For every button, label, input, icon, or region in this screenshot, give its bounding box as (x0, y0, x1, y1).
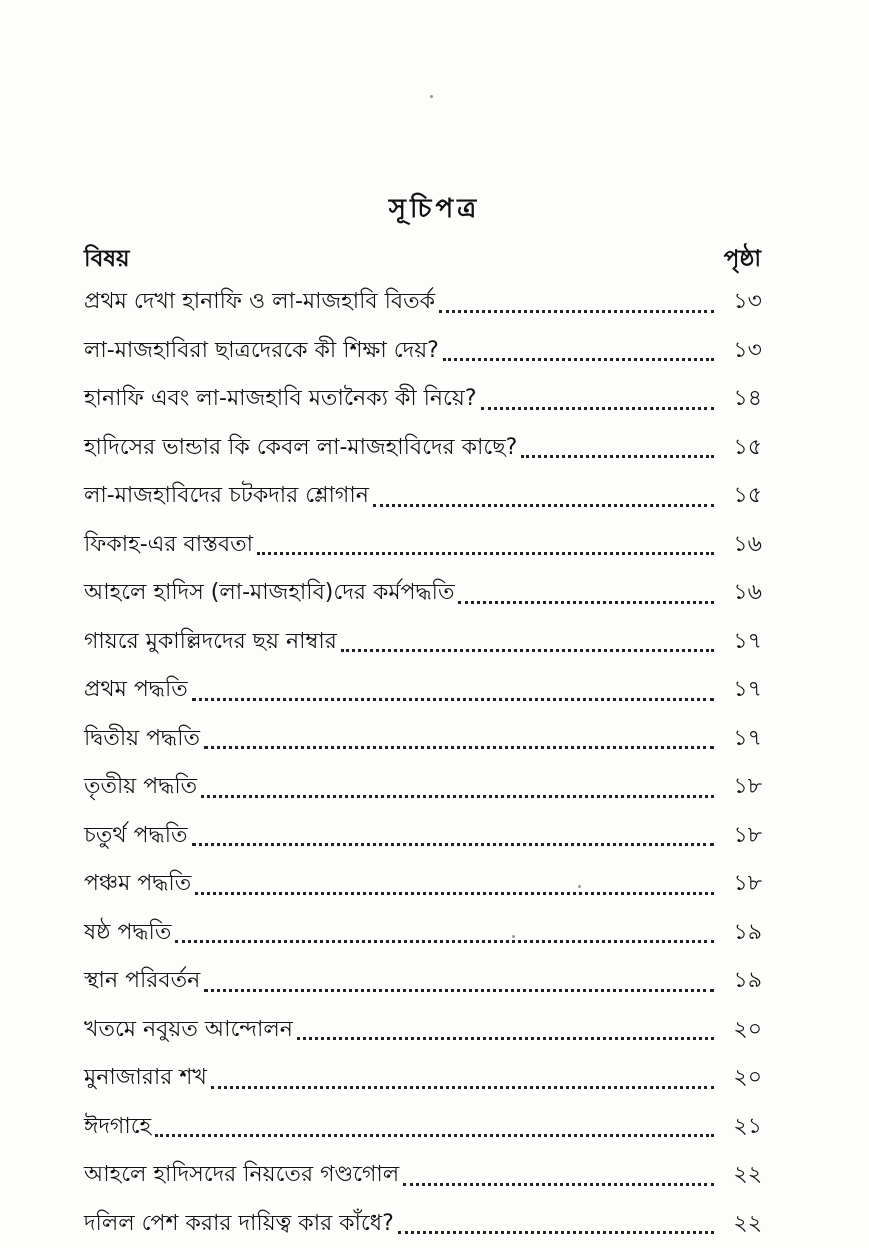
toc-entry-title: পঞ্চম পদ্ধতি (84, 860, 191, 909)
dot-leader (175, 938, 714, 943)
toc-entry-page: ২২ (722, 1151, 762, 1200)
toc-entry-title: লা-মাজহাবিদের চটকদার শ্লোগান (84, 472, 369, 521)
subject-column-header: বিষয় (84, 240, 130, 279)
toc-entry (84, 666, 762, 715)
toc-entry (84, 472, 762, 521)
toc-entry-title: ফিকাহ-এর বাস্তবতা (84, 521, 253, 570)
toc-entry-page: ১৯ (722, 909, 762, 958)
toc-entry (84, 1151, 762, 1200)
toc-entry (84, 909, 762, 958)
toc-entry-title: স্থান পরিবর্তন (84, 957, 200, 1006)
toc-entry-title: গায়রে মুকাল্লিদদের ছয় নাম্বার (84, 618, 337, 667)
toc-entry (84, 327, 762, 376)
dot-leader (204, 744, 714, 749)
toc-entry-page: ১৬ (722, 569, 762, 618)
toc-entry (84, 1054, 762, 1103)
dot-leader (211, 1084, 714, 1089)
toc-entry-page: ১৩ (722, 327, 762, 376)
toc-entry (84, 1006, 762, 1055)
toc-entry-title: লা-মাজহাবিরা ছাত্রদেরকে কী শিক্ষা দেয়? (84, 327, 439, 376)
toc-entry-title: প্রথম পদ্ধতি (84, 666, 188, 715)
toc-entry-title: খতমে নবুয়ত আন্দোলন (84, 1006, 293, 1055)
toc-entry-title: হাদিসের ভান্ডার কি কেবল লা-মাজহাবিদের কাছে? (84, 424, 517, 473)
toc-entry (84, 763, 762, 812)
toc-entry (84, 957, 762, 1006)
dot-leader (257, 550, 714, 555)
dot-leader (458, 599, 714, 604)
table-of-contents (84, 278, 762, 1248)
dot-leader (297, 1035, 714, 1040)
toc-entry-page: ২০ (722, 1006, 762, 1055)
dot-leader (155, 1132, 714, 1137)
toc-entry (84, 618, 762, 667)
toc-entry-page: ১৮ (722, 763, 762, 812)
dot-leader (341, 647, 714, 652)
toc-entry (84, 424, 762, 473)
toc-entry (84, 1200, 762, 1248)
toc-entry (84, 860, 762, 909)
toc-entry-title: আহলে হাদিস (লা-মাজহাবি)দের কর্মপদ্ধতি (84, 569, 454, 618)
toc-entry (84, 1103, 762, 1152)
dot-leader (373, 502, 714, 507)
toc-entry (84, 521, 762, 570)
dot-leader (439, 308, 714, 313)
toc-entry-page: ১৮ (722, 812, 762, 861)
toc-entry-page: ১৬ (722, 521, 762, 570)
dot-leader (403, 1181, 714, 1186)
toc-entry-title: ষষ্ঠ পদ্ধতি (84, 909, 171, 958)
toc-entry-title: দলিল পেশ করার দায়িত্ব কার কাঁধে? (84, 1200, 394, 1248)
toc-entry-page: ১৩ (722, 278, 762, 327)
toc-entry (84, 375, 762, 424)
dot-leader (192, 841, 715, 846)
toc-entry-title: তৃতীয় পদ্ধতি (84, 763, 197, 812)
toc-entry-page: ১৯ (722, 957, 762, 1006)
toc-entry (84, 278, 762, 327)
toc-entry-title: হানাফি এবং লা-মাজহাবি মতানৈক্য কী নিয়ে? (84, 375, 477, 424)
toc-entry-title: দ্বিতীয় পদ্ধতি (84, 715, 200, 764)
paper-speck (430, 95, 433, 98)
toc-entry-page: ২১ (722, 1103, 762, 1152)
toc-entry (84, 715, 762, 764)
toc-entry-title: চতুর্থ পদ্ধতি (84, 812, 188, 861)
toc-entry (84, 812, 762, 861)
dot-leader (521, 453, 714, 458)
toc-entry-title: প্রথম দেখা হানাফি ও লা-মাজহাবি বিতর্ক (84, 278, 435, 327)
toc-entry-page: ২২ (722, 1200, 762, 1248)
toc-entry-title: আহলে হাদিসদের নিয়তের গণ্ডগোল (84, 1151, 399, 1200)
dot-leader (481, 405, 714, 410)
dot-leader (443, 356, 714, 361)
dot-leader (204, 987, 714, 992)
toc-entry (84, 569, 762, 618)
page-column-header: পৃষ্ঠা (724, 240, 761, 279)
dot-leader (195, 890, 714, 895)
toc-entry-page: ১৮ (722, 860, 762, 909)
dot-leader (201, 793, 714, 798)
toc-entry-title: মুনাজারার শখ (84, 1054, 207, 1103)
toc-entry-title: ঈদগাহে (84, 1103, 151, 1152)
toc-entry-page: ১৪ (722, 375, 762, 424)
toc-entry-page: ১৭ (722, 715, 762, 764)
toc-entry-page: ২০ (722, 1054, 762, 1103)
toc-entry-page: ১৭ (722, 618, 762, 667)
dot-leader (192, 696, 714, 701)
toc-entry-page: ১৭ (722, 666, 762, 715)
toc-entry-page: ১৫ (722, 424, 762, 473)
toc-entry-page: ১৫ (722, 472, 762, 521)
page-title: সূচিপত্র (0, 188, 869, 232)
dot-leader (398, 1229, 714, 1234)
